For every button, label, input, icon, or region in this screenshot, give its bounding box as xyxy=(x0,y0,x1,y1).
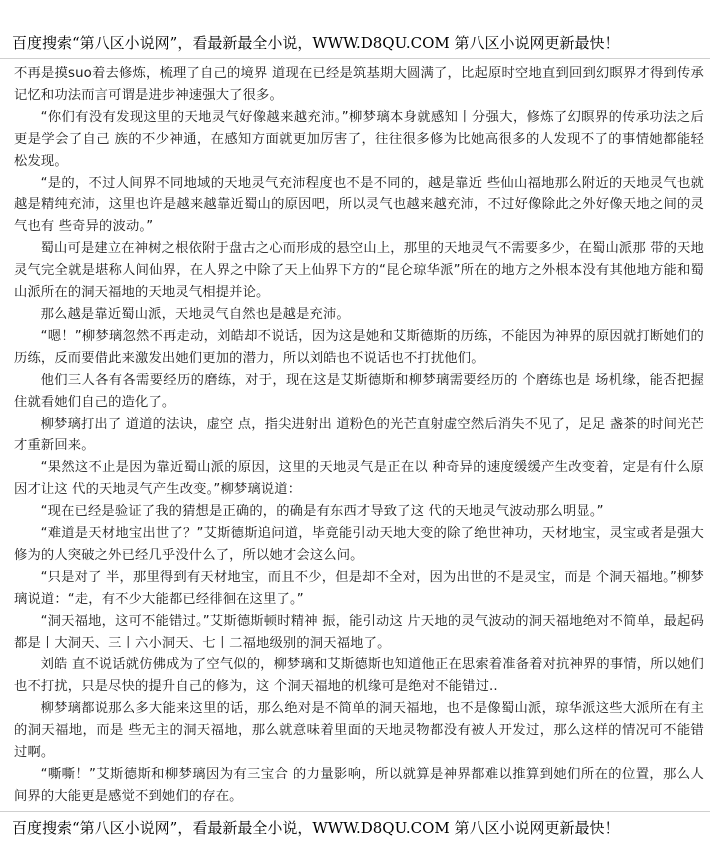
paragraph: 蜀山可是建立在神树之根依附于盘古之心而形成的悬空山上，那里的天地灵气不需要多少，在蜀山派那 带的天地灵气完全就是堪称人间仙界，在人界之中除了天上仙界下方的“昆仑琼华派”所在的地方之外根本没有其他地方能和蜀山派所在的洞天福地的天地灵气相提并论。 xyxy=(14,241,704,301)
paragraph: “洞天福地，这可不能错过。”艾斯德斯顿时精神 振，能引动这 片天地的灵气波动的洞天福地绝对不简单，最起码都是丨大洞天、三丨六小洞天、七丨二福地级别的洞天福地了。 xyxy=(14,613,704,651)
paragraph: “嘶嘶！”艾斯德斯和柳梦璃因为有三宝合 的力量影响，所以就算是神界都难以推算到她们所在的位置，那么人间界的大能更是感觉不到她们的存在。 xyxy=(14,767,704,804)
paragraph: 刘皓 直不说话就仿佛成为了空气似的，柳梦璃和艾斯德斯也知道他正在思索着准备着对抗神界的事情，所以她们也不打扰，只是尽快的提升自己的修为，这 个洞天福地的机缘可是绝对不能错过.. xyxy=(14,657,704,695)
paragraph: “果然这不止是因为靠近蜀山派的原因，这里的天地灵气是正在以 种奇异的速度缓缓产生改变着，定是有什么原因才让这 代的天地灵气产生改变。”柳梦璃说道： xyxy=(14,460,704,498)
paragraph: 他们三人各有各需要经历的磨练，对于，现在这是艾斯德斯和柳梦璃需要经历的 个磨练也是 场机缘，能否把握住就看她们自己的造化了。 xyxy=(14,372,704,410)
paragraph: 柳梦璃都说那么多大能来这里的话，那么绝对是不简单的洞天福地，也不是像蜀山派，琼华派这些大派所在有主的洞天福地，而是 些无主的洞天福地，那么就意味着里面的天地灵物都没有被人开发过，那么这样的情况可不能错过啊。 xyxy=(14,701,704,761)
paragraph: 那么越是靠近蜀山派，天地灵气自然也是越是充沛。 xyxy=(40,306,350,322)
paragraph: “只是对了 半，那里得到有天材地宝，而且不少，但是却不全对，因为出世的不是灵宝，而是 个洞天福地。”柳梦璃说道：“走，有不少大能都已经徘徊在这里了。” xyxy=(14,569,704,607)
paragraph: “现在已经是验证了我的猜想是正确的，的确是有东西才导致了这 代的天地灵气波动那么明显。” xyxy=(40,504,604,520)
bottom-banner: 百度搜索“第八区小说网”，看最新最全小说，WWW.D8QU.COM 第八区小说网更新最快！ xyxy=(12,819,620,837)
top-divider xyxy=(0,58,710,59)
paragraph: “你们有没有发现这里的天地灵气好像越来越充沛。”柳梦璃本身就感知丨分强大，修炼了幻瞑界的传承功法之后更是学会了自己 族的不少神通，在感知方面就更加厉害了，往往很多修为比她高很多的人发现不了的事情她都能轻松发现。 xyxy=(14,109,704,169)
bottom-divider xyxy=(0,811,710,812)
chapter-body xyxy=(14,63,704,808)
paragraph: 不再是摸suo着去修炼，梳理了自己的境界 道现在已经是筑基期大圆满了，比起原时空地直到回到幻瞑界才得到传承记忆和功法而言可谓是进步神速强大了很多。 xyxy=(14,66,704,103)
paragraph: “嗯！”柳梦璃忽然不再走动，刘皓却不说话，因为这是她和艾斯德斯的历练，不能因为神界的原因就打断她们的历练，反而要借此来激发出她们更加的潜力，所以刘皓也不说话也不打扰他们。 xyxy=(14,328,704,366)
paragraph: 柳梦璃打出了 道道的法诀，虚空 点，指尖进射出 道粉色的光芒直射虚空然后消失不见了，足足 盏茶的时间光芒才重新回来。 xyxy=(14,416,704,454)
paragraph: “是的，不过人间界不同地域的天地灵气充沛程度也不是不同的，越是靠近 些仙山福地那么附近的天地灵气也就越是精纯充沛，这里也许是越来越靠近蜀山的原因吧，所以灵气也越来越充沛，不过好像除此之外好像天地之间的灵气也有 些奇异的波动。” xyxy=(14,175,704,235)
top-banner: 百度搜索“第八区小说网”，看最新最全小说，WWW.D8QU.COM 第八区小说网更新最快！ xyxy=(12,34,620,52)
paragraph: “难道是天材地宝出世了？”艾斯德斯追问道，毕竟能引动天地大变的除了绝世神功，天材地宝，灵宝或者是强大修为的人突破之外已经几乎没什么了，所以她才会这么问。 xyxy=(14,526,704,563)
